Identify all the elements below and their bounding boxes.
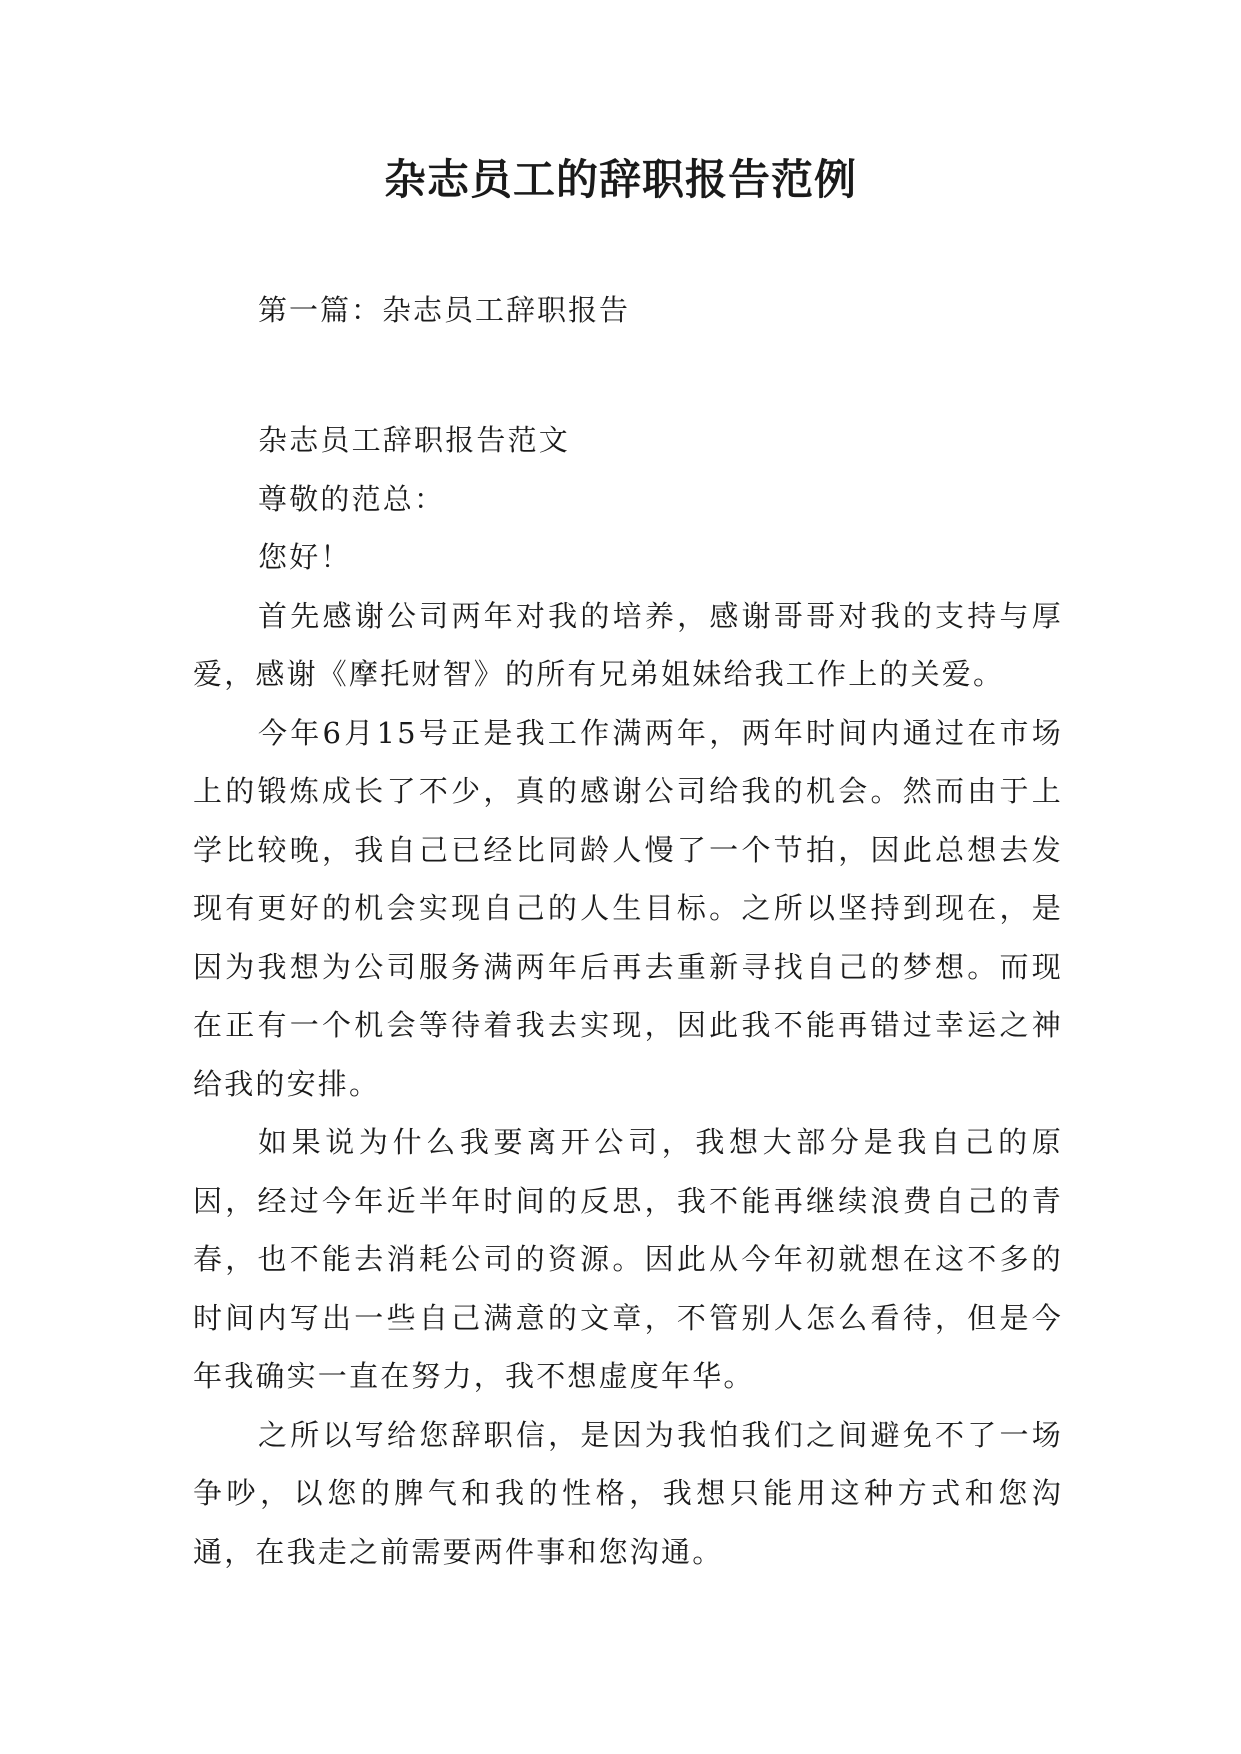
document-body: [193, 411, 1063, 1581]
paragraph-salutation: 尊敬的范总：: [258, 481, 446, 516]
document-title: 杂志员工的辞职报告范例: [383, 155, 857, 204]
section-heading: 第一篇：杂志员工辞职报告: [258, 293, 631, 327]
paragraph-reflection: 如果说为什么我要离开公司，我想大部分是我自己的原因，经过今年近半年时间的反思，我不能再继续浪费自己的青春，也不能去消耗公司的资源。因此从今年初就想在这不多的时间内写出一些自己满意的文章，不管别人怎么看待，但是今年我确实一直在努力，我不想虚度年华。: [193, 1125, 1063, 1393]
paragraph-thanks: 首先感谢公司两年对我的培养，感谢哥哥对我的支持与厚爱，感谢《摩托财智》的所有兄弟姐妹给我工作上的关爱。: [193, 598, 1063, 691]
paragraph-communication: 之所以写给您辞职信，是因为我怕我们之间避免不了一场争吵，以您的脾气和我的性格，我想只能用这种方式和您沟通，在我走之前需要两件事和您沟通。: [193, 1417, 1063, 1569]
paragraph-subtitle: 杂志员工辞职报告范文: [258, 423, 571, 457]
paragraph-reason: 今年6月15号正是我工作满两年，两年时间内通过在市场上的锻炼成长了不少，真的感谢公司给我的机会。然而由于上学比较晚，我自己已经比同龄人慢了一个节拍，因此总想去发现有更好的机会实现自己的人生目标。之所以坚持到现在，是因为我想为公司服务满两年后再去重新寻找自己的梦想。而现在正有一个机会等待着我去实现，因此我不能再错过幸运之神给我的安排。: [193, 715, 1063, 1101]
paragraph-greeting: 您好！: [258, 540, 352, 574]
